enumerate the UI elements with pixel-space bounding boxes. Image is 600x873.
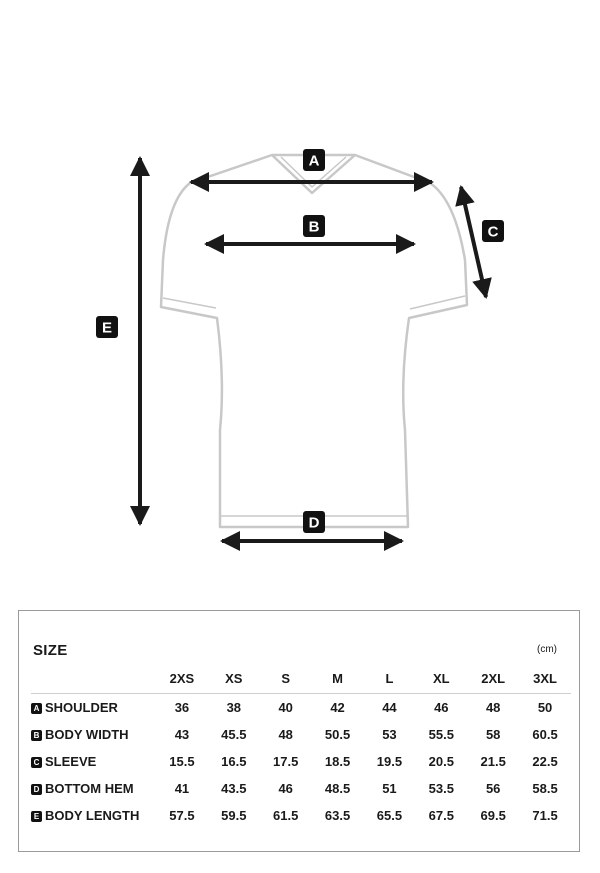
size-table — [31, 663, 571, 829]
measurement-value: 67.5 — [428, 808, 454, 823]
size-header-row — [31, 663, 571, 694]
measurement-value: 58 — [485, 727, 501, 742]
measurement-value: 19.5 — [376, 754, 403, 769]
measurement-value: 55.5 — [428, 727, 454, 742]
label-d — [303, 511, 325, 533]
size-chart — [18, 610, 580, 852]
measurement-value: 50.5 — [324, 727, 351, 742]
measurement-label — [31, 748, 156, 775]
size-header: L — [385, 670, 394, 686]
measurement-row — [31, 694, 571, 722]
measurement-value: 17.5 — [273, 754, 299, 769]
label-e — [96, 316, 118, 338]
measurement-value: 46 — [278, 781, 293, 796]
measurement-name: BODY WIDTH — [45, 727, 129, 742]
measurement-value: 59.5 — [221, 808, 247, 823]
measurement-value: 40 — [278, 700, 293, 715]
measurement-label — [31, 802, 156, 829]
measurement-value: 21.5 — [480, 754, 506, 769]
measurement-badge: D — [31, 784, 42, 795]
measurement-value: 63.5 — [324, 808, 351, 823]
measurement-value: 60.5 — [532, 727, 558, 742]
measurement-value: 36 — [174, 700, 190, 715]
unit-label: (cm) — [537, 644, 557, 655]
measurement-row — [31, 721, 571, 748]
measurement-value: 53.5 — [428, 781, 454, 796]
label-a — [303, 149, 325, 171]
size-header: M — [332, 670, 343, 686]
measurement-value: 46 — [434, 700, 449, 715]
measurement-value: 41 — [174, 781, 190, 796]
measurement-value: 42 — [330, 700, 345, 715]
measurement-badge: A — [31, 703, 42, 714]
measurement-value: 53 — [382, 727, 397, 742]
measurement-value: 61.5 — [273, 808, 299, 823]
measurement-value: 51 — [382, 781, 397, 796]
measurement-value: 16.5 — [221, 754, 247, 769]
measurement-row — [31, 748, 571, 775]
size-header: XS — [225, 670, 243, 686]
measurement-value: 48 — [278, 727, 293, 742]
label-c — [482, 220, 504, 242]
measurement-value: 20.5 — [428, 754, 454, 769]
measurement-value: 71.5 — [532, 808, 558, 823]
measurement-label — [31, 721, 156, 748]
measurement-value: 22.5 — [532, 754, 558, 769]
svg-text:D: D — [308, 514, 320, 532]
size-header: 2XL — [481, 670, 506, 686]
measurement-value: 44 — [382, 700, 397, 715]
measurement-value: 45.5 — [221, 727, 247, 742]
size-header: 2XS — [169, 670, 195, 686]
measurement-row — [31, 802, 571, 829]
measurement-row — [31, 775, 571, 802]
measurement-name: BOTTOM HEM — [45, 781, 134, 796]
measurement-label — [31, 775, 156, 802]
measurement-value: 56 — [485, 781, 501, 796]
svg-text:E: E — [101, 319, 113, 337]
measurement-value: 57.5 — [169, 808, 195, 823]
svg-text:C: C — [487, 223, 499, 241]
measurement-badge: B — [31, 730, 42, 741]
measurement-value: 58.5 — [532, 781, 558, 796]
measurement-value: 48.5 — [324, 781, 351, 796]
tshirt-outline — [161, 152, 467, 527]
svg-text:B: B — [308, 218, 320, 236]
measurement-value: 43 — [174, 727, 190, 742]
measurement-label — [31, 694, 156, 722]
measurement-value: 65.5 — [376, 808, 403, 823]
size-header: XL — [433, 670, 450, 686]
measurement-value: 50 — [537, 700, 553, 715]
size-chart-title: SIZE — [33, 642, 68, 659]
measurement-badge: E — [31, 811, 42, 822]
measurement-badge: C — [31, 757, 42, 768]
measurement-name: BODY LENGTH — [45, 808, 140, 823]
measurement-value: 43.5 — [221, 781, 247, 796]
size-header: 3XL — [533, 670, 557, 686]
size-header: S — [281, 670, 291, 686]
measurement-value: 69.5 — [480, 808, 506, 823]
measurement-name: SHOULDER — [45, 700, 118, 715]
measurement-value: 15.5 — [169, 754, 195, 769]
corner-cell — [31, 663, 156, 694]
measurement-name: SLEEVE — [45, 754, 97, 769]
label-b — [303, 215, 325, 237]
measurement-value: 38 — [226, 700, 242, 715]
measurement-value: 48 — [485, 700, 501, 715]
measurement-value: 18.5 — [324, 754, 351, 769]
svg-text:A: A — [308, 152, 320, 170]
